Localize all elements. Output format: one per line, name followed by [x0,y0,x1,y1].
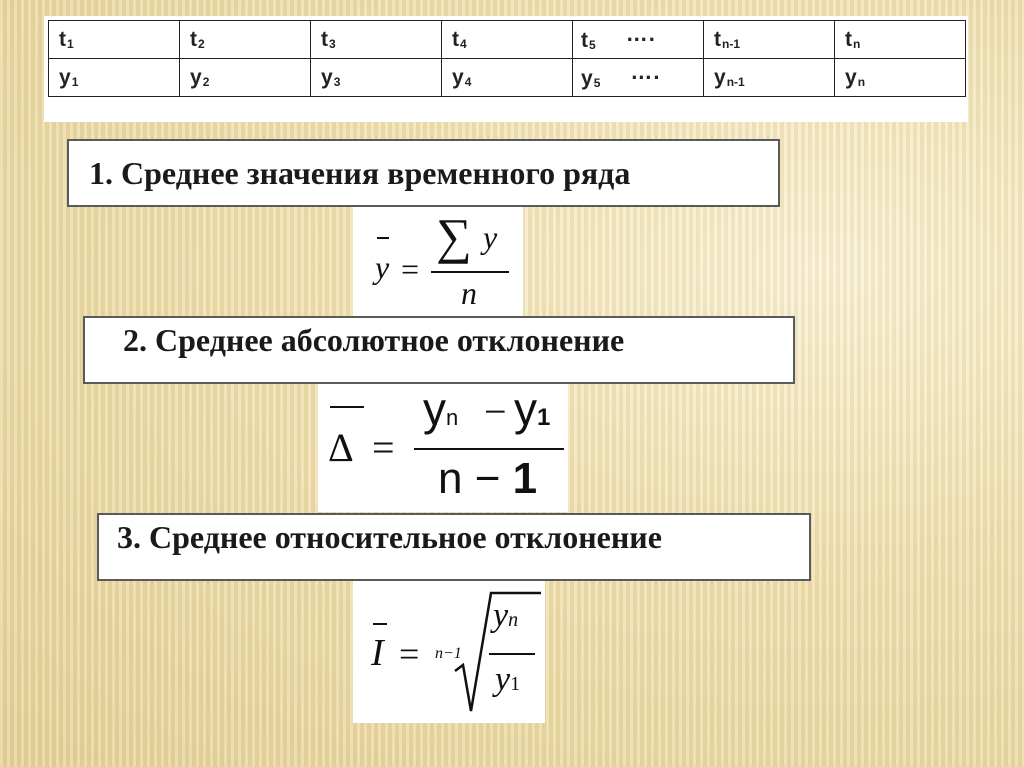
table-cell: tn-1 [704,21,835,59]
numerator-yn [423,382,458,436]
time-series-table-panel [44,16,968,122]
equals-sign: = [401,251,420,287]
formula-mean [353,207,523,319]
equals-sign: = [399,634,420,674]
table-cell: y5 …. [573,59,704,97]
table-cell: yn [835,59,966,97]
formula-lhs: I [371,632,384,674]
numerator-y1 [514,382,550,436]
den-minus: − [474,454,501,503]
y-base: y [493,597,509,634]
overbar [377,237,389,239]
formula-rel-dev [353,581,545,723]
y-sub: 1 [537,404,551,431]
table-cell: t3 [311,21,442,59]
table-cell: y2 [180,59,311,97]
section-title-3 [97,513,811,581]
section-title-text: 3. Среднее относительное отклонение [117,519,662,555]
y-base: y [423,383,446,435]
time-series-table [48,20,966,97]
y-sub: n [446,405,459,430]
table-cell: yn-1 [704,59,835,97]
numerator-var: y [483,219,498,255]
denominator-var: n [461,275,477,311]
table-cell: t2 [180,21,311,59]
denominator [438,454,537,504]
section-title-text: 2. Среднее абсолютное отклонение [123,322,625,358]
fraction-bar [431,271,509,273]
root-index: n−1 [435,645,462,662]
section-title-text: 1. Среднее значения временного ряда [89,155,631,191]
y-sub: 1 [510,673,521,695]
overbar [330,406,364,408]
formula-lhs: Δ [328,425,354,470]
section-title-1 [67,139,780,207]
table-row-t [49,21,966,59]
table-cell: t5 …. [573,21,704,59]
fraction-bar [489,653,535,655]
equals-sign: = [372,425,395,470]
table-row-y [49,59,966,97]
formula-abs-dev [318,384,568,512]
y-base: y [514,383,537,435]
table-cell: y3 [311,59,442,97]
y-sub: n [508,609,519,631]
den-var: n [438,454,463,503]
table-cell: tn [835,21,966,59]
table-cell: y1 [49,59,180,97]
y-base: y [495,661,511,698]
fraction-bar [414,448,564,450]
formula-lhs: y [375,249,390,285]
numerator [493,597,518,635]
den-one: 1 [512,454,538,503]
table-cell: y4 [442,59,573,97]
sum-symbol: ∑ [436,208,472,264]
section-title-2 [83,316,795,384]
minus-sign: − [484,389,507,434]
denominator [495,661,520,699]
table-cell: t4 [442,21,573,59]
overbar [373,623,387,625]
table-cell: t1 [49,21,180,59]
